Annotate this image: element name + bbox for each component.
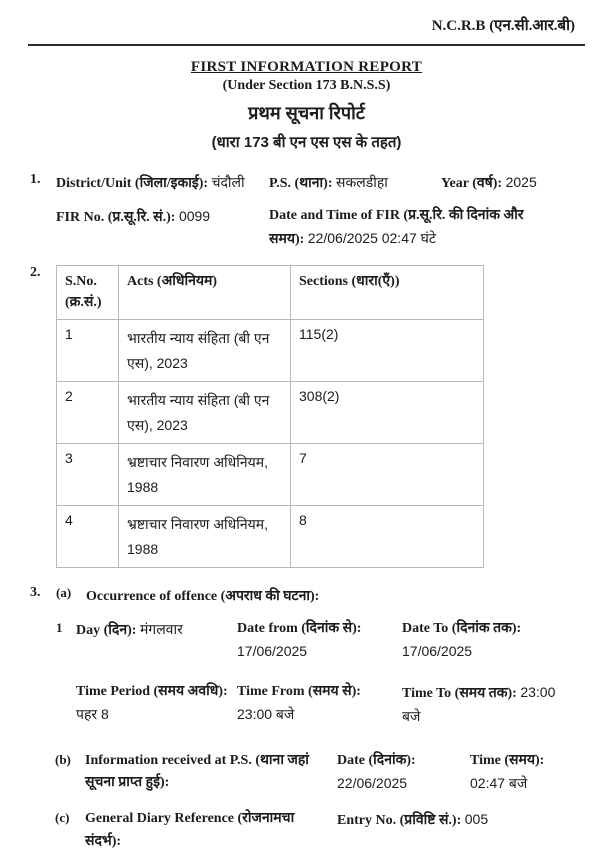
section2-number: 2. [30,265,41,281]
time-from-value: 23:00 बजे [237,706,295,723]
document-title-block [0,59,613,152]
time-to-field [402,681,562,730]
fir-datetime-value: 22/06/2025 02:47 घंटे [307,230,436,247]
table-row [57,382,484,444]
acts-sections-table [56,265,484,568]
time-period-field [76,681,237,730]
row-sections: 8 [291,506,484,568]
info-time-value: 02:47 बजे [470,775,528,792]
header-divider [28,44,585,46]
info-date-field [337,750,470,795]
row-sections: 7 [291,444,484,506]
general-diary-heading: General Diary Reference (रोजनामचा संदर्भ): [85,811,295,849]
date-to-label: Date To (दिनांक तक): [402,621,522,637]
date-from-label: Date from (दिनांक से): [237,621,362,637]
document-title-hindi: प्रथम सूचना रिपोर्ट [248,103,365,123]
date-from-field [237,618,402,665]
row-sno: 3 [57,444,119,506]
entry-no-field [337,808,497,853]
subsection-a-tag: (a) [56,585,72,601]
time-to-value: 23:00 बजे [402,683,556,725]
section-occurrence [0,585,613,605]
fir-number-label: FIR No. (प्र.सू.रि. सं.): [56,209,176,225]
time-period-label: Time Period (समय अवधि): [76,683,228,699]
fir-details-row2 [56,205,613,252]
info-date-value: 22/06/2025 [337,775,408,792]
table-row [57,320,484,382]
section-acts [0,265,613,568]
fir-number-field [56,205,269,252]
police-station-value: सकलडीहा [336,174,388,190]
info-time-field [470,750,613,795]
section1-number: 1. [30,172,41,187]
column-header-sno: S.No. (क्र.सं.) [57,266,119,320]
subsection-b-tag: (b) [55,751,71,767]
fir-number-value: 0099 [178,207,211,224]
section3-number: 3. [30,585,41,601]
agency-title: N.C.R.B (एन.सी.आर.बी) [431,18,575,34]
entry-no-label: Entry No. (प्रविष्टि सं.): [337,813,462,829]
info-date-label: Date (दिनांक): [337,752,416,768]
row-act: भ्रष्टाचार निवारण अधिनियम, 1988 [119,506,291,568]
time-from-label: Time From (समय से): [237,683,361,699]
table-header-row [57,266,484,320]
year-value: 2025 [505,174,537,190]
document-subtitle-en: (Under Section 173 B.N.S.S) [222,78,391,93]
table-row [57,506,484,568]
district-label: District/Unit (जिला/इकाई): [56,176,209,191]
occurrence-rows [0,618,613,730]
fir-datetime-label: Date and Time of FIR (प्र.सू.रि. की दिनांक और समय): [269,207,524,248]
occurrence-heading: Occurrence of offence (अपराध की घटना): [86,589,320,605]
date-from-value: 17/06/2025 [237,643,308,660]
day-field [76,618,237,665]
police-station-field [269,172,441,195]
info-time-label: Time (समय): [470,752,545,768]
date-to-field [402,618,562,665]
row-sno: 1 [57,320,119,382]
section-fir-details [0,172,613,251]
occurrence-row-spacer [56,681,76,730]
time-from-field [237,681,402,730]
general-diary-row [0,808,613,853]
row-sno: 4 [57,506,119,568]
row-sections: 308(2) [291,382,484,444]
occurrence-row-number: 1 [56,620,63,636]
column-header-sections: Sections (धारा(एँ)) [291,266,484,320]
entry-no-value: 005 [464,811,489,828]
information-received-heading: Information received at P.S. (थाना जहां सूचना प्राप्त हुई): [85,752,309,791]
row-sections: 115(2) [291,320,484,382]
date-to-value: 17/06/2025 [402,643,473,660]
information-received-row [0,750,613,795]
fir-details-row1 [56,172,613,195]
day-label: Day (दिन): [76,623,137,639]
time-period-value: पहर 8 [76,706,109,723]
table-row [57,444,484,506]
time-to-label: Time To (समय तक): [402,685,517,701]
district-value: चंदौली [211,174,245,190]
row-act: भारतीय न्याय संहिता (बी एन एस), 2023 [119,382,291,444]
column-header-acts: Acts (अधिनियम) [119,266,291,320]
row-sno: 2 [57,382,119,444]
document-subtitle-hindi: (धारा 173 बी एन एस एस के तहत) [211,134,402,151]
row-act: भारतीय न्याय संहिता (बी एन एस), 2023 [119,320,291,382]
subsection-c-tag: (c) [55,810,70,826]
occurrence-time-row [56,681,613,730]
day-value: मंगलवार [139,621,183,638]
police-station-label: P.S. (थाना): [269,176,333,191]
occurrence-day-date-row [56,618,613,665]
year-field [441,172,613,195]
district-field [56,172,269,195]
fir-datetime-field [269,205,561,252]
year-label: Year (वर्ष): [441,176,503,191]
row-act: भ्रष्टाचार निवारण अधिनियम, 1988 [119,444,291,506]
document-title: FIRST INFORMATION REPORT [190,59,423,75]
